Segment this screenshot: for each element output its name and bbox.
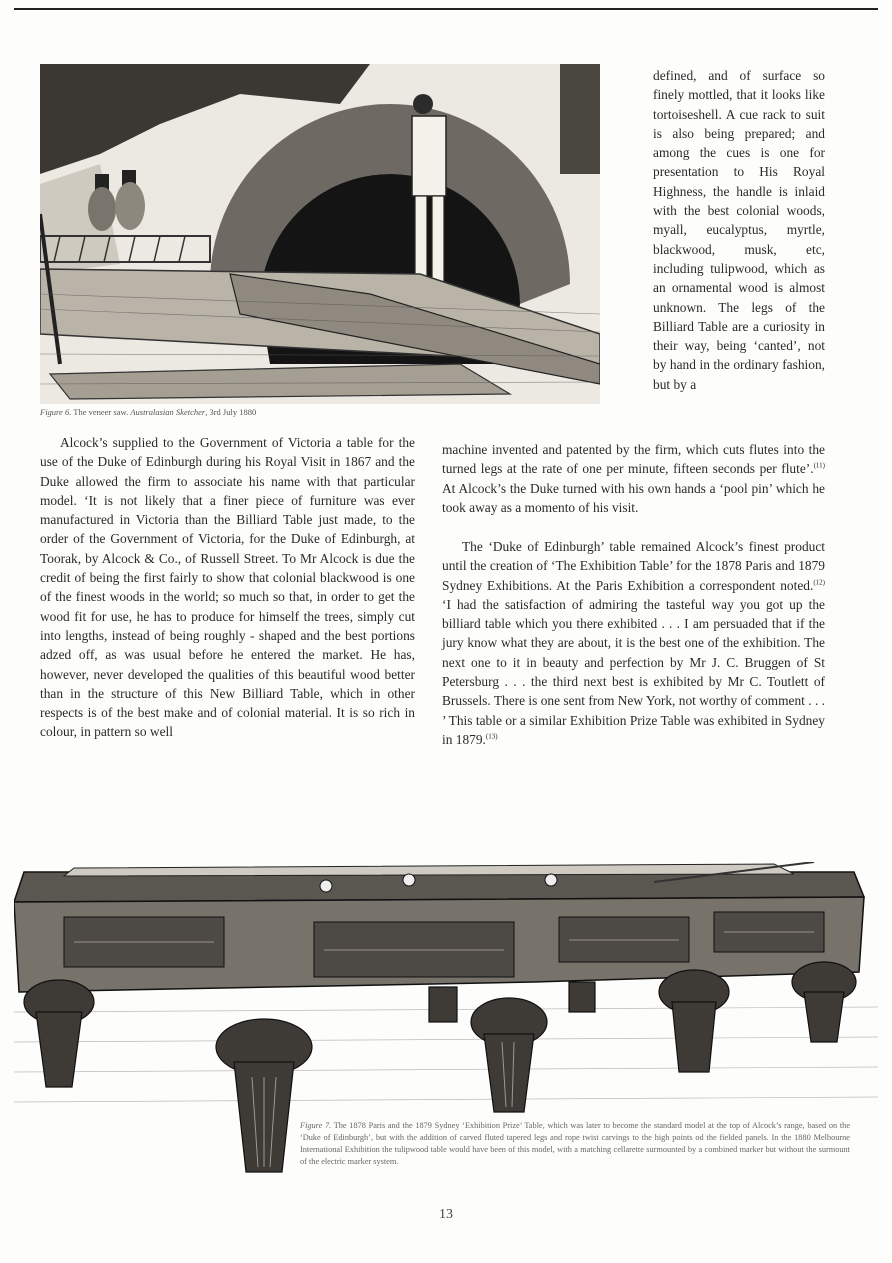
figure-7-caption	[300, 1120, 850, 1168]
figure-7-caption-text: The 1878 Paris and the 1879 Sydney ‘Exhibition Prize’ Table, which was later to become the standard model at the top of Alcock’s range, based on the ‘Duke of Edinburgh’, but with the addition of carved fluted tapered legs and rope twist carvings to the high points od the fielded panels. In the 1880 Melbourne International Exhibition the tulipwood table would have been of this model, with a matching cellarette surmounted by a combined marker but without the surmount of the electric marker system.	[300, 1121, 851, 1166]
figure-6-caption	[40, 407, 430, 417]
page-number: 13	[439, 1207, 453, 1222]
top-rule	[14, 8, 878, 10]
right-paragraph-1-text: machine invented and patented by the firm, which cuts flutes into the turned legs at the rate of one per minute, fifteen seconds per flute’.	[442, 442, 825, 477]
footnote-ref-11: (11)	[813, 461, 825, 470]
footnote-ref-12: (12)	[813, 578, 825, 587]
footnote-ref-13: (13)	[485, 732, 498, 741]
right-top-text-block: defined, and of surface so finely mottled, that it looks like tortoiseshell. A cue rack to suit is also being prepared; and among the cues is one for presentation to His Royal Highness, the handle is inlaid with the best colonial woods, myall, eucalyptus, myrtle, blackwood, musk, etc, including tulipwood, which as an ornamental wood is almost unknown. The legs of the Billiard Table are a curiosity in their way, being ‘canted’, not by hand in the ordinary fashion, but by a	[653, 68, 825, 392]
right-paragraph-2-text: The ‘Duke of Edinburgh’ table remained Alcock’s finest product until the creation of ‘The Exhibition Table’ for the 1878 Paris and 1879 Sydney Exhibitions. At the Paris Exhibition a correspondent noted.	[442, 539, 825, 593]
figure-6-caption-source: Australasian Sketcher	[130, 407, 206, 417]
right-column-paragraph-1	[442, 440, 825, 517]
figure-6-caption-title: The veneer saw.	[71, 407, 131, 417]
figure-6-illustration	[40, 64, 600, 404]
figure-6-caption-prefix: Figure 6.	[40, 407, 72, 417]
figure-6-caption-date: , 3rd July 1880	[205, 407, 257, 417]
right-column-paragraph-2	[442, 537, 825, 749]
right-paragraph-2-text-2: ‘I had the satisfaction of admiring the tasteful way you got up the billiard table which you there exhibited . . . I am persuaded that if the jury know what they are about, it is the best one of the exhibition. The next one to it in beauty and perfection by Mr J. C. Bruggen of St Petersburg . . . the third next best is exhibited by Mr C. Toutlett of Brussels. There is one sent from New York, not worthy of comment . . . ’ This table or a similar Exhibition Prize Table was exhibited in Sydney in 1879.	[442, 596, 825, 747]
left-column-paragraph: Alcock’s supplied to the Government of Victoria a table for the use of the Duke of Edinburgh during his Royal Visit in 1867 and the Duke allowed the firm to associate his name with that particular model. ‘It is not likely that a finer piece of furniture was ever manufactured in Victoria than the Billiard Table just made, to the order of the Government of Victoria, for the Duke of Edinburgh, at Toorak, by Alcock & Co., of Russell Street. To Mr Alcock is due the credit of being the first fairly to show that colonial blackwood is one of the finest woods in the world; so much so that, in order to get the wood fit for use, he has to produce for himself the trees, simply cut into lengths, instead of being roughly - shaped and the best portions adzed off, as was usual before he entered the market. He has, however, never developed the qualities of this beautiful wood better than in the structure of this New Billiard Table, which in other respects is of the best make and of colonial material. It is so rich in colour, in pattern so well	[40, 435, 415, 740]
right-paragraph-1-text-2: At Alcock’s the Duke turned with his own hands a ‘pool pin’ which he took away as a momento of his visit.	[442, 480, 825, 515]
figure-7-caption-prefix: Figure 7.	[300, 1121, 332, 1130]
